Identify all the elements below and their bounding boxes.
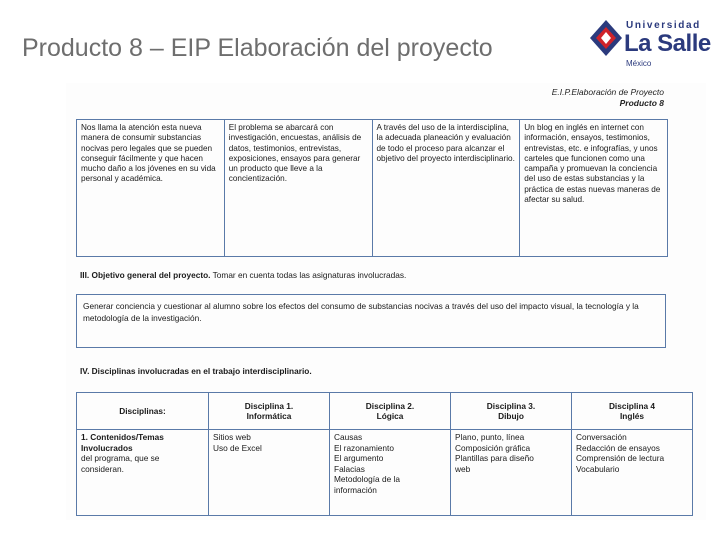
description-cell-3: A través del uso de la interdisciplina, la adecuada planeación y evaluación de todo el proceso para alcanzar el objetivo del proyecto interdisciplinario.: [373, 120, 521, 256]
description-cell-4: Un blog en inglés en internet con información, ensayos, testimonios, entrevistas, etc. e infografías, y unos carteles que funcionen como una campaña y promuevan la conciencia del uso de estas substancias y la práctica de estas nuevas maneras de afectar su salud.: [524, 123, 661, 205]
document-header-title: E.I.P.Elaboración de Proyecto: [551, 87, 664, 97]
content-dibujo-cell: Plano, punto, línea Composición gráfica Plantillas para diseño web: [451, 430, 572, 516]
disciplines-content-row: [77, 430, 693, 516]
document-header: [552, 87, 664, 109]
document-header-product: Producto 8: [619, 98, 664, 108]
disciplines-header-row: [77, 393, 693, 430]
section-iii-note: Tomar en cuenta todas las asignaturas involucradas.: [210, 270, 407, 280]
header-disciplina-4: Disciplina 4 Inglés: [572, 393, 693, 430]
content-informatica-cell: Sitios web Uso de Excel: [209, 430, 330, 516]
content-ingles-cell: Conversación Redacción de ensayos Comprensión de lectura Vocabulario: [572, 430, 693, 516]
header-disciplina-3: Disciplina 3. Dibujo: [451, 393, 572, 430]
header-disciplina-2: Disciplina 2. Lógica: [330, 393, 451, 430]
project-description-row: [76, 119, 668, 257]
description-cell-2: El problema se abarcará con investigación, encuestas, análisis de datos, testimonios, entrevistas, exposiciones, ensayos para generar un producto que lleve a la concientización.: [225, 120, 373, 256]
la-salle-logo: [588, 12, 712, 70]
logo-university-text: Universidad: [626, 20, 701, 31]
content-label-cell: 1. Contenidos/Temas Involucrados del programa, que se consideran.: [77, 430, 209, 516]
la-salle-logo-icon: [588, 18, 624, 58]
header-disciplinas: Disciplinas:: [77, 393, 209, 430]
section-iii-heading: [80, 270, 406, 280]
logo-name-text: La Salle: [624, 30, 711, 57]
description-cell-1: Nos llama la atención esta nueva manera de consumir substancias nocivas pero legales que se pueden conseguir fácilmente y que hacen mucho daño a los jóvenes en su vida personal y académica.: [77, 120, 225, 256]
header-disciplina-1: Disciplina 1. Informática: [209, 393, 330, 430]
logo-country-text: México: [626, 59, 652, 68]
objective-box: Generar conciencia y cuestionar al alumno sobre los efectos del consumo de substancias nocivas a través del uso del impacto visual, la tecnología y la metodología de la investigación.: [76, 294, 666, 348]
slide-title: Producto 8 – EIP Elaboración del proyecto: [22, 34, 493, 62]
section-iii-label: III. Objetivo general del proyecto.: [80, 270, 211, 280]
section-iv-label: IV. Disciplinas involucradas en el trabajo interdisciplinario.: [80, 366, 312, 376]
content-logica-cell: Causas El razonamiento El argumento Falacias Metodología de la información: [330, 430, 451, 516]
document-page: [66, 83, 706, 520]
section-iv-heading: [80, 366, 312, 376]
disciplines-table: [76, 392, 693, 516]
